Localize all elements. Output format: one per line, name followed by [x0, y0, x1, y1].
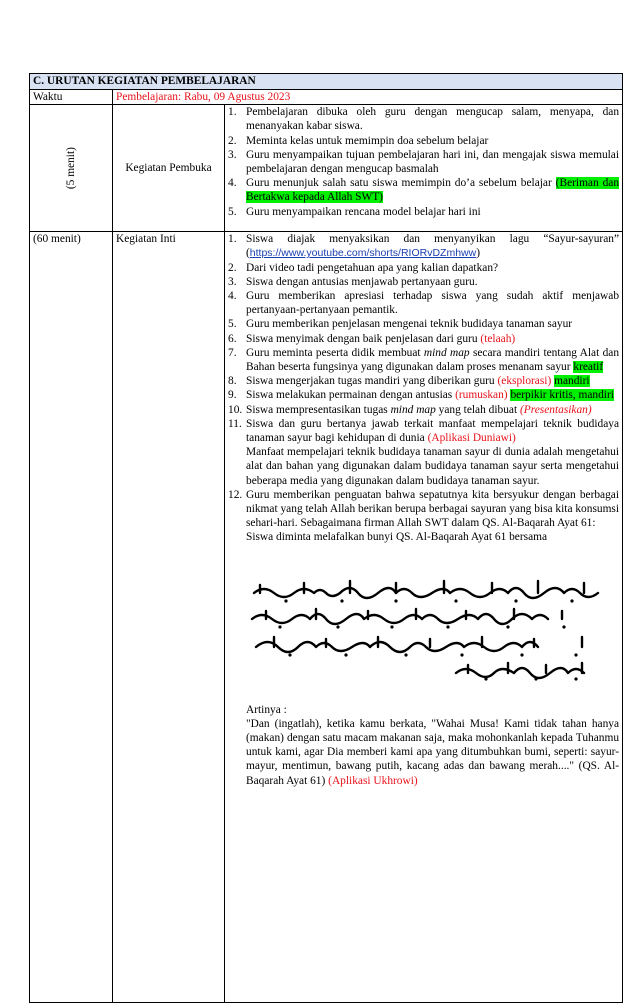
pembuka-time: (5 menit)	[64, 147, 77, 190]
pembuka-list	[228, 105, 619, 219]
inti-list	[228, 232, 619, 544]
inti-label: Kegiatan Inti	[113, 232, 225, 1003]
list-item: 4. Guru memberikan apresiasi terhadap siswa yang sudah aktif menjawab pertanyaan-pertanyaan pemantik.	[228, 290, 620, 317]
list-item: 10. Siswa mempresentasikan tugas mind map yang telah dibuat (Presentasikan)	[228, 403, 592, 416]
youtube-link[interactable]: https://www.youtube.com/shorts/RIORvDZmhww	[249, 247, 477, 260]
section-title: C. URUTAN KEGIATAN PEMBELAJARAN	[30, 74, 623, 90]
manfaat-text: Manfaat mempelajari teknik budidaya tanaman sayur di dunia adalah mengetahui alat dan bahan yang digunakan dalam budidaya tanaman sayur serta mengetahui beberapa media yang digunakan dalam budidaya tanaman sayur.	[246, 446, 620, 487]
list-item: 5. Guru menyampaikan rencana model belajar hari ini	[228, 205, 481, 218]
list-item: 2. Dari video tadi pengetahuan apa yang kalian dapatkan?	[228, 261, 499, 274]
list-item: 3. Siswa dengan antusias menjawab pertanyaan guru.	[228, 275, 478, 288]
list-item: 4. Guru menunjuk salah satu siswa memimpin do’a sebelum belajar (Beriman dan Bertakwa kepada Allah SWT)	[228, 177, 620, 204]
section-header-row	[30, 74, 623, 90]
list-item: 1. Pembelajaran dibuka oleh guru dengan mengucap salam, menyapa, dan menanyakan kabar siswa.	[228, 106, 620, 133]
inti-steps	[225, 232, 623, 1003]
pembuka-label: Kegiatan Pembuka	[113, 105, 225, 232]
inti-row	[30, 232, 623, 1003]
list-item: 12. Guru memberikan penguatan bahwa sepatutnya kita bersyukur dengan berbagai nikmat yang telah Allah berikan berupa berbagai sayuran yang bisa kita konsumsi sehari-hari. Sebagaimana firman Allah SWT dalam QS. Al-Baqarah Ayat 61: Siswa diminta melafalkan bunyi QS. Al-Baqarah Ayat 61 bersama	[228, 488, 620, 544]
list-item: 3. Guru menyampaikan tujuan pembelajaran hari ini, dan mengajak siswa memulai pembelajaran dengan mengucap basmalah	[228, 148, 620, 176]
waktu-row	[30, 90, 623, 105]
inti-time: (60 menit)	[30, 232, 113, 1003]
lesson-table	[29, 73, 623, 1003]
artinya-block	[228, 703, 619, 788]
list-item: 9. Siswa melakukan permainan dengan antusias (rumuskan) berpikir kritis, mandiri	[228, 389, 614, 402]
pembuka-row	[30, 105, 623, 232]
list-item: 5. Guru memberikan penjelasan mengenai teknik budidaya tanaman sayur	[228, 318, 573, 331]
pembelajaran-info: Pembelajaran: Rabu, 09 Agustus 2023	[113, 90, 623, 105]
list-item: 2. Meminta kelas untuk memimpin doa sebelum belajar	[228, 134, 489, 147]
profile-highlight: (Beriman dan Bertakwa kepada Allah SWT)	[246, 177, 620, 204]
pembuka-steps	[225, 105, 623, 232]
list-item: 1. Siswa diajak menyaksikan dan menyanyikan lagu “Sayur-sayuran” (https://www.youtube.com/shorts/RIORvDZmhww)	[228, 233, 620, 260]
pembuka-time-cell	[30, 105, 113, 232]
list-item: 6. Siswa menyimak dengan baik penjelasan dari guru (telaah)	[228, 332, 516, 345]
artinya-translation: "Dan (ingatlah), ketika kamu berkata, "Wahai Musa! Kami tidak tahan hanya (makan) dengan satu macam makanan saja, maka mohonkanlah kepada Tuhanmu untuk kami, agar Dia memberi kami apa yang ditumbuhkan bumi, seperti: sayur-mayur, mentimun, bawang putih, kacang adas dan bawang merah...." (QS. Al-Baqarah Ayat 61) (Aplikasi Ukhrowi)	[246, 717, 620, 787]
list-item: 7. Guru meminta peserta didik membuat mind map secara mandiri tentang Alat dan Bahan beserta fungsinya yang digunakan dalam proses menanam sayur kreatif	[228, 346, 620, 374]
arabic-verse-image	[246, 573, 619, 681]
list-item: 11. Siswa dan guru bertanya jawab terkait manfaat mempelajari teknik budidaya tanaman sayur bagi kehidupan di dunia (Aplikasi Duniawi) Manfaat mempelajari teknik budidaya tanaman sayur di dunia adalah mengetahui alat dan bahan yang digunakan dalam budidaya tanaman sayur serta mengetahui beberapa media yang digunakan dalam budidaya tanaman sayur.	[228, 417, 620, 487]
list-item: 8. Siswa mengerjakan tugas mandiri yang diberikan guru (eksplorasi) mandiri	[228, 375, 590, 388]
waktu-label: Waktu	[30, 90, 113, 105]
lafal-instruction: Siswa diminta melafalkan bunyi QS. Al-Baqarah Ayat 61 bersama	[246, 531, 548, 544]
artinya-label: Artinya :	[246, 703, 287, 716]
